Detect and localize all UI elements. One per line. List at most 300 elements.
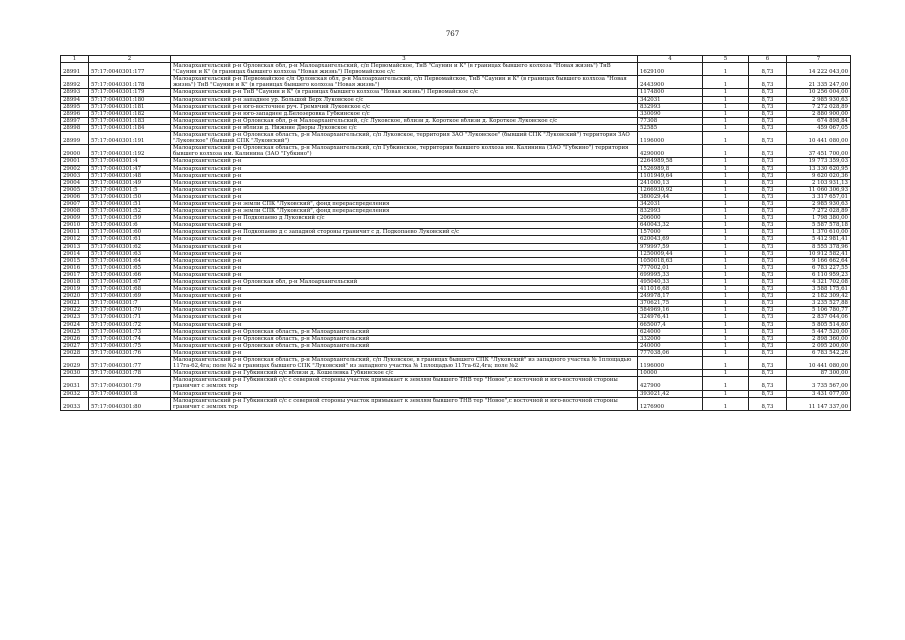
row-number: 28991 (61, 63, 89, 76)
area-value: 1196000 (638, 357, 703, 370)
cadastral-value: 19 773 359,03 (787, 158, 851, 165)
location-description: Малоархангельский р-н (171, 186, 638, 193)
location-description: Малоархангельский р-н Орловская область, р-н Малоархангельский (171, 342, 638, 349)
table-row (61, 200, 851, 207)
table-row (61, 257, 851, 264)
coefficient-value: 1 (703, 264, 749, 271)
page-number: 767 (445, 30, 460, 38)
coefficient-value: 1 (703, 145, 749, 158)
row-number: 28996 (61, 110, 89, 117)
row-number: 29004 (61, 179, 89, 186)
location-description: Малоархангельский р-н (171, 271, 638, 278)
area-value: 4290000 (638, 145, 703, 158)
cadastral-number: 57:17:0040301:182 (89, 110, 171, 117)
row-number: 29014 (61, 250, 89, 257)
coefficient-value: 1 (703, 63, 749, 76)
cadastral-value: 3 735 567,00 (787, 377, 851, 390)
location-description: Малоархангельский р-н (171, 236, 638, 243)
rate-value: 8,73 (749, 193, 787, 200)
table-row (61, 158, 851, 165)
cadastral-number: 57:17:0040301:184 (89, 124, 171, 131)
area-value: 832993 (638, 103, 703, 110)
table-row (61, 208, 851, 215)
coefficient-value: 1 (703, 314, 749, 321)
cadastral-number: 57:17:0040301:181 (89, 103, 171, 110)
cadastral-number: 57:17:0040301:179 (89, 89, 171, 96)
coefficient-value: 1 (703, 76, 749, 89)
table-row (61, 377, 851, 390)
rate-value: 8,73 (749, 250, 787, 257)
coefficient-value: 1 (703, 172, 749, 179)
area-value: 342031 (638, 200, 703, 207)
coefficient-value: 1 (703, 271, 749, 278)
cadastral-value: 5 412 981,41 (787, 236, 851, 243)
location-description: Малоархангельский р-н Орловская обл, р-н Малоархангельский (171, 279, 638, 286)
cadastral-value: 7 272 028,89 (787, 208, 851, 215)
column-number: 3 (171, 56, 638, 63)
area-value: 411016,68 (638, 286, 703, 293)
cadastral-value: 2 985 930,63 (787, 96, 851, 103)
coefficient-value: 1 (703, 377, 749, 390)
rate-value: 8,73 (749, 165, 787, 172)
area-value: 370621,75 (638, 300, 703, 307)
table-row (61, 179, 851, 186)
area-value: 1526989,8 (638, 165, 703, 172)
location-description: Малоархангельский р-н Орловская область, р-н Малоархангельский, с/п Луковское, территория ЗАО "Луковское" (бывший СПК "Луковский") территория ЗАО "Луковское" (бывший СПК "Луковский") (171, 132, 638, 145)
coefficient-value: 1 (703, 243, 749, 250)
row-number: 28997 (61, 117, 89, 124)
coefficient-value: 1 (703, 342, 749, 349)
table-row (61, 264, 851, 271)
table-row (61, 186, 851, 193)
rate-value: 8,73 (749, 145, 787, 158)
table-row (61, 193, 851, 200)
cadastral-value: 3 235 527,88 (787, 300, 851, 307)
cadastral-number: 57:17:0040301:67 (89, 279, 171, 286)
location-description: Малоархангельский р-н Подкопаево д с западной стороны граничит с д. Подкопаево Луковский с/с (171, 229, 638, 236)
area-value: 10000 (638, 370, 703, 377)
coefficient-value: 1 (703, 321, 749, 328)
row-number: 29021 (61, 300, 89, 307)
cadastral-value: 10 441 080,00 (787, 357, 851, 370)
row-number: 29006 (61, 193, 89, 200)
table-row (61, 328, 851, 335)
table-row (61, 307, 851, 314)
row-number: 29011 (61, 229, 89, 236)
cadastral-number: 57:17:0040301:4 (89, 158, 171, 165)
cadastral-number: 57:17:0040301:74 (89, 335, 171, 342)
rate-value: 8,73 (749, 300, 787, 307)
cadastral-number: 57:17:0040301:66 (89, 271, 171, 278)
table-row (61, 250, 851, 257)
cadastral-value: 8 555 378,96 (787, 243, 851, 250)
cadastral-value: 2 898 360,00 (787, 335, 851, 342)
area-value: 342031 (638, 96, 703, 103)
table-row (61, 236, 851, 243)
cadastral-number: 57:17:0040301:47 (89, 165, 171, 172)
location-description: Малоархангельский р-н Орловская обл, р-н Малоархангельский, с/п Первомайское, ТнВ "Саунин и К" (в границах бывшего колхоза "Новая жизнь") ТнВ "Саунин и К" (в границах бывшего колхоза "Новая жизнь") Первомайское с/с (171, 63, 638, 76)
cadastral-value: 5 106 780,77 (787, 307, 851, 314)
cadastral-number: 57:17:0040301:7 (89, 300, 171, 307)
cadastral-number: 57:17:0040301:63 (89, 250, 171, 257)
area-value: 1266930,92 (638, 186, 703, 193)
rate-value: 8,73 (749, 186, 787, 193)
area-value: 240000 (638, 342, 703, 349)
cadastral-number: 57:17:0040301:79 (89, 377, 171, 390)
coefficient-value: 1 (703, 300, 749, 307)
cadastral-value: 6 783 542,26 (787, 349, 851, 356)
table-row (61, 314, 851, 321)
cadastral-number: 57:17:0040301:71 (89, 314, 171, 321)
cadastral-value: 1 798 380,00 (787, 215, 851, 222)
location-description: Малоархангельский р-н (171, 179, 638, 186)
coefficient-value: 1 (703, 229, 749, 236)
row-number: 28995 (61, 103, 89, 110)
row-number: 29026 (61, 335, 89, 342)
cadastral-number: 57:17:0040301:69 (89, 293, 171, 300)
cadastral-number: 57:17:0040301:62 (89, 243, 171, 250)
row-number: 29025 (61, 328, 89, 335)
cadastral-number: 57:17:0040301:75 (89, 342, 171, 349)
table-row (61, 215, 851, 222)
rate-value: 8,73 (749, 370, 787, 377)
location-description: Малоархангельский р-н (171, 293, 638, 300)
table-body (61, 56, 851, 411)
row-number: 28992 (61, 76, 89, 89)
table-row (61, 286, 851, 293)
cadastral-number: 57:17:0040301:49 (89, 179, 171, 186)
cadastral-value: 2 880 900,00 (787, 110, 851, 117)
rate-value: 8,73 (749, 172, 787, 179)
column-number: 7 (787, 56, 851, 63)
rate-value: 8,73 (749, 335, 787, 342)
rate-value: 8,73 (749, 328, 787, 335)
cadastral-value: 37 451 700,00 (787, 145, 851, 158)
cadastral-value: 10 256 004,00 (787, 89, 851, 96)
coefficient-value: 1 (703, 186, 749, 193)
location-description: Малоархангельский р-н (171, 286, 638, 293)
cadastral-value: 2 837 044,06 (787, 314, 851, 321)
coefficient-value: 1 (703, 96, 749, 103)
row-number: 29010 (61, 222, 89, 229)
rate-value: 8,73 (749, 314, 787, 321)
rate-value: 8,73 (749, 96, 787, 103)
cadastral-value: 459 067,05 (787, 124, 851, 131)
coefficient-value: 1 (703, 250, 749, 257)
location-description: Малоархангельский р-н вблизи д. Нижние Дворы Луковское с/с (171, 124, 638, 131)
area-value: 77308 (638, 117, 703, 124)
cadastral-number: 57:17:0040301:70 (89, 307, 171, 314)
row-number: 29000 (61, 145, 89, 158)
cadastral-value: 87 300,00 (787, 370, 851, 377)
table-row (61, 390, 851, 397)
coefficient-value: 1 (703, 103, 749, 110)
cadastral-number: 57:17:0040301:177 (89, 63, 171, 76)
table-row (61, 110, 851, 117)
area-value: 832993 (638, 208, 703, 215)
table-row (61, 370, 851, 377)
area-value: 2264989,58 (638, 158, 703, 165)
coefficient-value: 1 (703, 179, 749, 186)
location-description: Малоархангельский р-н Губкинский с/с вблизи д. Кошелевка Губкинское с/с (171, 370, 638, 377)
table-row (61, 349, 851, 356)
area-value: 665007,4 (638, 321, 703, 328)
location-description: Малоархангельский р-н (171, 257, 638, 264)
table-row (61, 357, 851, 370)
cadastral-number: 57:17:0040301:192 (89, 145, 171, 158)
table-row (61, 103, 851, 110)
location-description: Малоархангельский р-н Орловская обл, р-н Малоархангельский, с/с Луковское, вблизи д. Короткое вблизи д. Короткое Луковское с/с (171, 117, 638, 124)
area-value: 2443900 (638, 76, 703, 89)
cadastral-value: 6 110 959,23 (787, 271, 851, 278)
location-description: Малоархангельский р-н ТнВ "Саунин и К" (в границах бывшего колхоза "Новая жизнь") Первомайское с/с (171, 89, 638, 96)
rate-value: 8,73 (749, 293, 787, 300)
row-number: 28994 (61, 96, 89, 103)
cadastral-number: 57:17:0040301:52 (89, 208, 171, 215)
rate-value: 8,73 (749, 243, 787, 250)
area-value: 330090 (638, 110, 703, 117)
cadastral-number: 57:17:0040301:8 (89, 390, 171, 397)
table-row (61, 145, 851, 158)
rate-value: 8,73 (749, 236, 787, 243)
rate-value: 8,73 (749, 377, 787, 390)
rate-value: 8,73 (749, 229, 787, 236)
coefficient-value: 1 (703, 307, 749, 314)
row-number: 29023 (61, 314, 89, 321)
cadastral-value: 4 321 702,08 (787, 279, 851, 286)
coefficient-value: 1 (703, 222, 749, 229)
table-row (61, 63, 851, 76)
cadastral-number: 57:17:0040301:5 (89, 186, 171, 193)
row-number: 29012 (61, 236, 89, 243)
location-description: Малоархангельский р-н Орловская область, р-н Малоархангельский, с/п Луковское, в границах бывшего СПК "Луковский" из западного участка № 1площадью 117га-62,4га; поле №2 в границах бывшего СПК "Луковский" из западного участка № 1площадью 117га-62,4га; поле №2 (171, 357, 638, 370)
area-value: 1196000 (638, 132, 703, 145)
row-number: 29032 (61, 390, 89, 397)
cadastral-value: 3 431 077,00 (787, 390, 851, 397)
row-number: 29003 (61, 172, 89, 179)
cadastral-number: 57:17:0040301:191 (89, 132, 171, 145)
coefficient-value: 1 (703, 370, 749, 377)
rate-value: 8,73 (749, 279, 787, 286)
row-number: 29002 (61, 165, 89, 172)
row-number: 29019 (61, 286, 89, 293)
rate-value: 8,73 (749, 76, 787, 89)
row-number: 29029 (61, 357, 89, 370)
row-number: 28998 (61, 124, 89, 131)
coefficient-value: 1 (703, 89, 749, 96)
area-value: 624000 (638, 328, 703, 335)
row-number: 29018 (61, 279, 89, 286)
table-row (61, 76, 851, 89)
rate-value: 8,73 (749, 215, 787, 222)
cadastral-number: 57:17:0040301:73 (89, 328, 171, 335)
area-value: 1250009,44 (638, 250, 703, 257)
row-number: 29017 (61, 271, 89, 278)
rate-value: 8,73 (749, 124, 787, 131)
rate-value: 8,73 (749, 390, 787, 397)
coefficient-value: 1 (703, 279, 749, 286)
rate-value: 8,73 (749, 117, 787, 124)
coefficient-value: 1 (703, 397, 749, 410)
cadastral-value: 10 912 582,41 (787, 250, 851, 257)
row-number: 29005 (61, 186, 89, 193)
coefficient-value: 1 (703, 117, 749, 124)
rate-value: 8,73 (749, 200, 787, 207)
cadastral-number: 57:17:0040301:180 (89, 96, 171, 103)
cadastral-value: 1 370 610,00 (787, 229, 851, 236)
rate-value: 8,73 (749, 208, 787, 215)
location-description: Малоархангельский р-н западнее ур. Большой Верх Луковское с/с (171, 96, 638, 103)
cadastral-value: 11 147 337,00 (787, 397, 851, 410)
cadastral-number: 57:17:0040301:76 (89, 349, 171, 356)
area-value: 1050018,63 (638, 257, 703, 264)
cadastral-number: 57:17:0040301:183 (89, 117, 171, 124)
table-row (61, 222, 851, 229)
rate-value: 8,73 (749, 264, 787, 271)
area-value: 241000,13 (638, 179, 703, 186)
coefficient-value: 1 (703, 200, 749, 207)
area-value: 393021,42 (638, 390, 703, 397)
area-value: 1174800 (638, 89, 703, 96)
row-number: 29007 (61, 200, 89, 207)
row-number: 28993 (61, 89, 89, 96)
area-value: 495040,33 (638, 279, 703, 286)
location-description: Малоархангельский р-н (171, 390, 638, 397)
area-value: 332000 (638, 335, 703, 342)
location-description: Малоархангельский р-н Губкинский с/с с северной стороны участок примыкает к землям бывшего ТНВ тер "Новое",с восточной и юго-восточной стороны граничит с землях тер (171, 377, 638, 390)
cadastral-value: 9 166 662,64 (787, 257, 851, 264)
location-description: Малоархангельский р-н (171, 193, 638, 200)
area-value: 52585 (638, 124, 703, 131)
location-description: Малоархангельский р-н Подкопаево д Луковский с/с (171, 215, 638, 222)
cadastral-value: 10 441 080,00 (787, 132, 851, 145)
area-value: 584969,16 (638, 307, 703, 314)
table-row (61, 165, 851, 172)
coefficient-value: 1 (703, 132, 749, 145)
area-value: 380029,44 (638, 193, 703, 200)
area-value: 157000 (638, 229, 703, 236)
rate-value: 8,73 (749, 257, 787, 264)
area-value: 249978,17 (638, 293, 703, 300)
location-description: Малоархангельский р-н (171, 165, 638, 172)
row-number: 29031 (61, 377, 89, 390)
table-row (61, 96, 851, 103)
location-description: Малоархангельский р-н (171, 222, 638, 229)
coefficient-value: 1 (703, 208, 749, 215)
location-description: Малоархангельский р-н (171, 307, 638, 314)
rate-value: 8,73 (749, 89, 787, 96)
cadastral-number: 57:17:0040301:59 (89, 215, 171, 222)
cadastral-number: 57:17:0040301:60 (89, 229, 171, 236)
table-row (61, 117, 851, 124)
coefficient-value: 1 (703, 193, 749, 200)
cadastral-value: 5 587 578,18 (787, 222, 851, 229)
location-description: Малоархангельский р-н (171, 321, 638, 328)
table-row (61, 300, 851, 307)
row-number: 29022 (61, 307, 89, 314)
row-number: 29033 (61, 397, 89, 410)
coefficient-value: 1 (703, 124, 749, 131)
cadastral-number: 57:17:0040301:51 (89, 200, 171, 207)
location-description: Малоархангельский р-н земли СПК "Луковский", фонд перераспределения (171, 208, 638, 215)
rate-value: 8,73 (749, 158, 787, 165)
row-number: 29028 (61, 349, 89, 356)
cadastral-value: 2 103 931,13 (787, 179, 851, 186)
location-description: Малоархангельский р-н (171, 172, 638, 179)
area-value: 620043,69 (638, 236, 703, 243)
rate-value: 8,73 (749, 179, 787, 186)
cadastral-number: 57:17:0040301:72 (89, 321, 171, 328)
location-description: Малоархангельский р-н Первомайское с/п Орловская обл, р-н Малоархангельский, с/п Первомайское, ТнВ "Саунин и К" (в границах бывшего колхоза "Новая жизнь") ТнВ "Саунин и К" (в границах бывшего колхоза "Новая жизнь") (171, 76, 638, 89)
rate-value: 8,73 (749, 63, 787, 76)
location-description: Малоархангельский р-н (171, 250, 638, 257)
cadastral-number: 57:17:0040301:80 (89, 397, 171, 410)
location-description: Малоархангельский р-н (171, 349, 638, 356)
coefficient-value: 1 (703, 349, 749, 356)
cadastral-value: 2 985 930,63 (787, 200, 851, 207)
table-row (61, 342, 851, 349)
row-number: 29009 (61, 215, 89, 222)
cadastral-number: 57:17:0040301:78 (89, 370, 171, 377)
location-description: Малоархангельский р-н Орловская область, р-н Малоархангельский, с/п Губкинское, территория бывшего колхоза им. Калинина (ЗАО "Губкино") территория бывшего колхоза им. Калинина (ЗАО "Губкино") (171, 145, 638, 158)
row-number: 28999 (61, 132, 89, 145)
table-row (61, 335, 851, 342)
location-description: Малоархангельский р-н Орловская область, р-н Малоархангельский (171, 328, 638, 335)
row-number: 29027 (61, 342, 89, 349)
row-number: 29016 (61, 264, 89, 271)
column-number: 4 (638, 56, 703, 63)
rate-value: 8,73 (749, 286, 787, 293)
coefficient-value: 1 (703, 390, 749, 397)
cadastral-value: 5 447 520,00 (787, 328, 851, 335)
coefficient-value: 1 (703, 357, 749, 370)
cadastral-number: 57:17:0040301:178 (89, 76, 171, 89)
column-number: 2 (89, 56, 171, 63)
location-description: Малоархангельский р-н (171, 243, 638, 250)
cadastral-number: 57:17:0040301:65 (89, 264, 171, 271)
cadastral-number: 57:17:0040301:61 (89, 236, 171, 243)
cadastral-value: 6 783 227,55 (787, 264, 851, 271)
table-row (61, 229, 851, 236)
coefficient-value: 1 (703, 335, 749, 342)
column-number: 1 (61, 56, 89, 63)
cadastral-number: 57:17:0040301:6 (89, 222, 171, 229)
table-row (61, 132, 851, 145)
location-description: Малоархангельский р-н (171, 300, 638, 307)
rate-value: 8,73 (749, 110, 787, 117)
table-row (61, 279, 851, 286)
cadastral-number: 57:17:0040301:68 (89, 286, 171, 293)
location-description: Малоархангельский р-н земли СПК "Луковский", фонд перераспределения (171, 200, 638, 207)
cadastral-number: 57:17:0040301:64 (89, 257, 171, 264)
column-number-row (61, 56, 851, 63)
rate-value: 8,73 (749, 103, 787, 110)
table-row (61, 293, 851, 300)
coefficient-value: 1 (703, 110, 749, 117)
column-number: 6 (749, 56, 787, 63)
area-value: 1276900 (638, 397, 703, 410)
coefficient-value: 1 (703, 257, 749, 264)
rate-value: 8,73 (749, 132, 787, 145)
rate-value: 8,73 (749, 271, 787, 278)
cadastral-value: 2 182 309,42 (787, 293, 851, 300)
cadastral-value: 2 095 200,00 (787, 342, 851, 349)
row-number: 29008 (61, 208, 89, 215)
row-number: 29015 (61, 257, 89, 264)
cadastral-value: 14 222 043,00 (787, 63, 851, 76)
row-number: 29024 (61, 321, 89, 328)
rate-value: 8,73 (749, 222, 787, 229)
